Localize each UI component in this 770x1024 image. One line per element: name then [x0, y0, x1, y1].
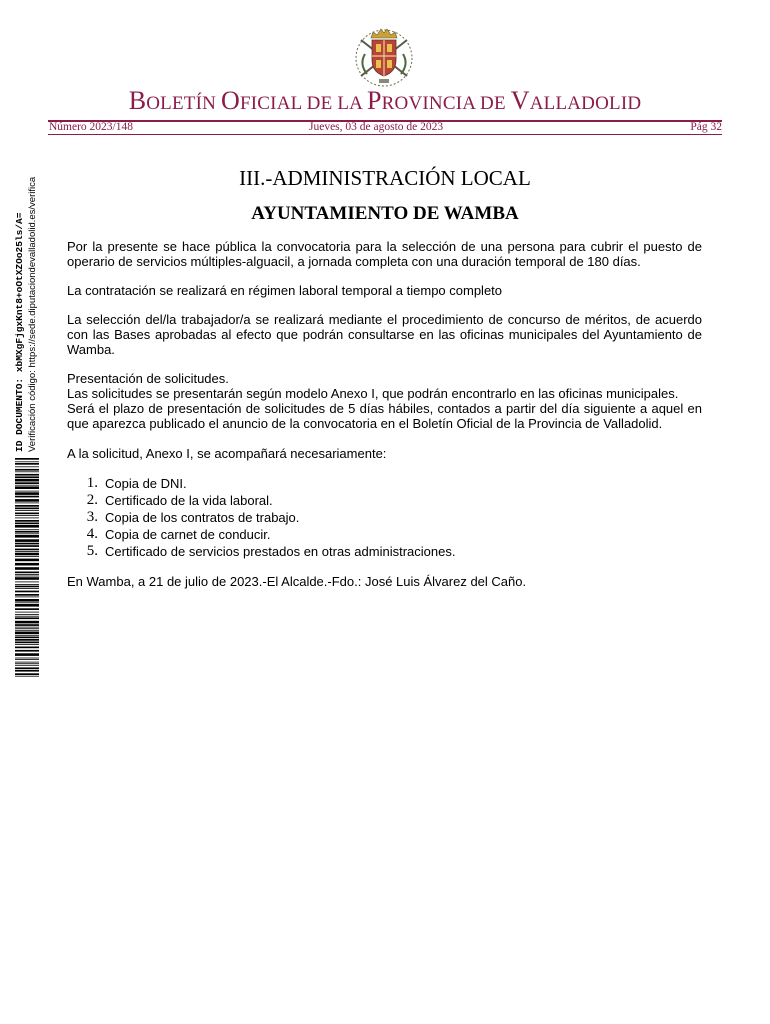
paragraph: La selección del/la trabajador/a se realizará mediante el procedimiento de concurso de méritos, de acuerdo con las Bases aprobadas al efecto que podrán consultarse en las oficinas municipales del Ayuntamiento de Wamba.: [67, 312, 702, 357]
issue-number: Número 2023/148: [49, 121, 134, 133]
paragraph: Las solicitudes se presentarán según modelo Anexo I, que podrán encontrarlo en las oficinas municipales.: [67, 386, 679, 401]
title-part: BOLETÍN: [128, 86, 222, 115]
verification-strip: [12, 172, 42, 678]
list-item: [67, 475, 702, 492]
barcode-icon: [15, 458, 39, 678]
document-body: [67, 239, 702, 603]
list-number: 2.: [86, 492, 98, 508]
list-number: 5.: [86, 543, 98, 559]
list-item: [67, 526, 702, 543]
list-number: 1.: [86, 475, 98, 491]
list-number: 3.: [86, 509, 98, 525]
document-id: ID DOCUMENTO: xbMXgFjgxKnt8+oOtXZOo25ls/A=: [14, 212, 25, 452]
coat-of-arms-icon: [351, 24, 417, 88]
title-part: VALLADOLID: [510, 86, 642, 115]
paragraph: La contratación se realizará en régimen laboral temporal a tiempo completo: [67, 283, 503, 298]
list-number: 4.: [86, 526, 98, 542]
verification-link[interactable]: Verificación código: https://sede.diputaciondevalladolid.es/verifica: [27, 176, 38, 452]
list-text: Copia de carnet de conducir.: [105, 527, 271, 542]
issue-date: Jueves, 03 de agosto de 2023: [309, 121, 444, 133]
closing-signature: En Wamba, a 21 de julio de 2023.-El Alcalde.-Fdo.: José Luis Álvarez del Caño.: [67, 574, 527, 589]
paragraph: A la solicitud, Anexo I, se acompañará necesariamente:: [67, 446, 387, 461]
list-text: Certificado de servicios prestados en otras administraciones.: [105, 544, 456, 559]
title-part: OFICIAL DE LA: [221, 86, 367, 115]
list-text: Copia de DNI.: [105, 476, 187, 491]
title-part: PROVINCIA DE: [366, 86, 511, 115]
paragraph: Será el plazo de presentación de solicitudes de 5 días hábiles, contados a partir del día siguiente a aquel en que aparezca publicado el anuncio de la convocatoria en el Boletín Oficial de la Provincia de Valladolid.: [67, 401, 702, 431]
bulletin-title: [48, 86, 722, 116]
required-documents-list: [67, 475, 702, 560]
list-text: Certificado de la vida laboral.: [105, 493, 273, 508]
list-item: [67, 509, 702, 526]
list-item: [67, 543, 702, 560]
header-rule-bottom: [48, 134, 722, 135]
list-text: Copia de los contratos de trabajo.: [105, 510, 300, 525]
section-heading: III.-ADMINISTRACIÓN LOCAL: [239, 166, 531, 190]
paragraph: Presentación de solicitudes.: [67, 371, 229, 386]
entity-heading: AYUNTAMIENTO DE WAMBA: [251, 203, 519, 224]
paragraph: Por la presente se hace pública la convocatoria para la selección de una persona para cubrir el puesto de operario de servicios múltiples-alguacil, a jornada completa con una duración temporal de 180 días.: [67, 239, 702, 269]
list-item: [67, 492, 702, 509]
page-number: Pág 32: [690, 121, 722, 133]
